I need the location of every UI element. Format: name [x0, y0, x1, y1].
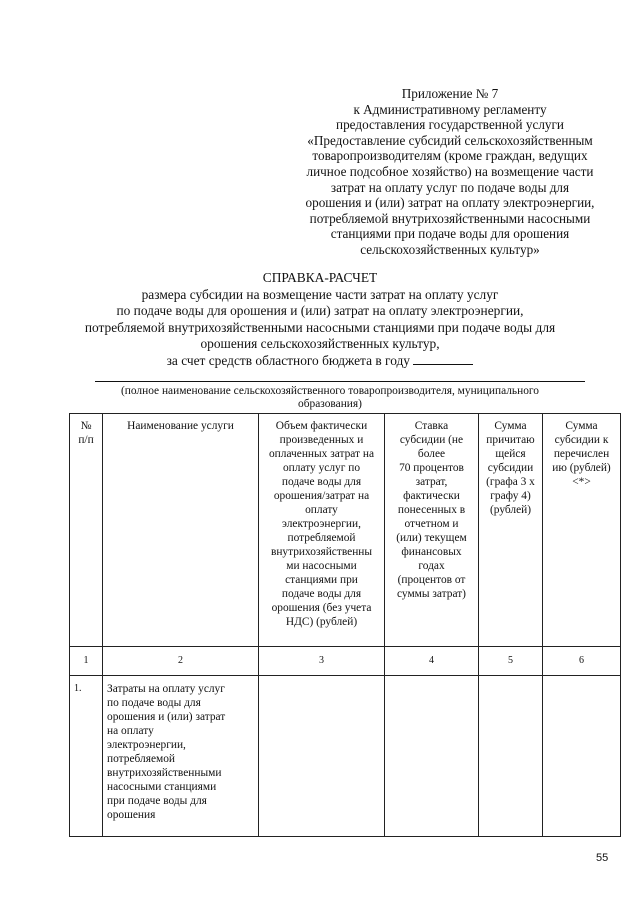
appendix-header: [272, 86, 628, 258]
header-line: станциями при: [285, 574, 358, 586]
row-name-line: насосными станциями: [107, 781, 217, 793]
header-line: произведенных и: [279, 434, 364, 446]
header-line: суммы затрат): [397, 588, 466, 600]
appendix-line: орошения и (или) затрат на оплату электроэнергии,: [305, 195, 595, 211]
header-transfer-sum: [543, 414, 620, 493]
header-line: оплату: [305, 504, 338, 516]
header-volume: [259, 414, 384, 633]
appendix-line: потребляемой внутрихозяйственными насосными: [309, 210, 591, 226]
header-line: Сумма: [494, 420, 527, 432]
row-name-line: орошения: [107, 809, 156, 821]
row-volume-cell[interactable]: [259, 676, 385, 837]
header-line: Объем фактически: [275, 420, 368, 432]
header-line: (рублей): [489, 504, 532, 516]
header-line: №: [80, 420, 92, 432]
header-line: Ставка: [414, 420, 449, 432]
header-due-sum: [479, 414, 542, 521]
column-number: 3: [259, 647, 385, 676]
header-line: понесенных в: [397, 504, 466, 516]
header-service-name: [103, 414, 258, 437]
header-line: перечислен: [553, 448, 610, 460]
header-volume-cell: [259, 414, 385, 647]
table-row: [70, 676, 621, 837]
caption-line: (полное наименование сельскохозяйственного товаропроизводителя, муниципального: [121, 385, 539, 397]
appendix-line: сельскохозяйственных культур»: [360, 241, 540, 257]
header-line: ми насосными: [286, 560, 357, 572]
appendix-line: «Предоставление субсидий сельскохозяйственным: [307, 132, 593, 148]
row-name-line: по подаче воды для: [107, 697, 201, 709]
header-line: финансовых: [401, 546, 462, 558]
header-line: (или) текущем: [396, 532, 467, 544]
column-number: 6: [543, 647, 621, 676]
appendix-line: товаропроизводителям (кроме граждан, ведущих: [312, 148, 588, 164]
header-line: внутрихозяйственны: [270, 546, 373, 558]
appendix-line: к Административному регламенту: [353, 101, 547, 117]
header-line: орошения (без учета: [271, 602, 372, 614]
header-number: [70, 414, 102, 451]
header-line: затрат,: [415, 476, 448, 488]
row-name-line: при подаче воды для: [107, 795, 207, 807]
header-number-cell: [70, 414, 103, 647]
caption-line: образования): [298, 398, 362, 410]
column-number: 1: [70, 647, 103, 676]
row-name-line: внутрихозяйственными: [107, 767, 222, 779]
header-line: ию (рублей): [552, 462, 611, 474]
column-number: 5: [479, 647, 543, 676]
row-name-line: Затраты на оплату услуг: [107, 683, 225, 695]
title-line: размера субсидии на возмещение части затрат на оплату услуг: [141, 286, 499, 302]
title-line: по подаче воды для орошения и (или) затрат на оплату электроэнергии,: [116, 303, 524, 318]
row-number: 1.: [74, 683, 82, 694]
header-rate-cell: [385, 414, 479, 647]
row-name-cell: [103, 676, 259, 837]
row-name-line: электроэнергии,: [107, 739, 186, 751]
row-transfer-sum-cell[interactable]: [543, 676, 621, 837]
header-service-name-cell: [103, 414, 259, 647]
column-number: 4: [385, 647, 479, 676]
header-due-sum-cell: [479, 414, 543, 647]
row-name-line: потребляемой: [107, 753, 175, 765]
header-line: годах: [418, 560, 445, 572]
header-line: орошения/затрат на: [273, 490, 370, 502]
title-line: потребляемой внутрихозяйственными насосными станциями при подаче воды для: [84, 319, 556, 335]
header-line: субсидии: [487, 462, 534, 474]
appendix-line: станциями при подаче воды для орошения: [330, 226, 570, 242]
row-number-cell: [70, 676, 103, 837]
title-subtitle: [0, 287, 640, 353]
producer-name-line: [95, 381, 585, 382]
document-title-block: [0, 270, 640, 369]
title-line: орошения сельскохозяйственных культур,: [200, 336, 440, 351]
header-line: подаче воды для: [281, 476, 362, 488]
document-title: СПРАВКА-РАСЧЕТ: [262, 270, 378, 285]
row-name-line: орошения и (или) затрат: [107, 711, 226, 723]
appendix-line: предоставления государственной услуги: [336, 117, 564, 133]
header-line: электроэнергии,: [282, 518, 361, 530]
page-number: 55: [596, 852, 609, 864]
year-blank-field: [413, 353, 473, 365]
appendix-line: Приложение № 7: [401, 86, 499, 101]
header-line: причитаю: [486, 434, 535, 446]
calculation-table: [69, 413, 621, 837]
header-line: более: [417, 448, 446, 460]
header-line: (процентов от: [397, 574, 466, 586]
header-line: 70 процентов: [399, 462, 464, 474]
year-line-text: за счет средств областного бюджета в году: [166, 352, 411, 368]
header-line: оплаченных затрат на: [268, 448, 375, 460]
header-line: фактически: [403, 490, 460, 502]
header-line: НДС) (рублей): [285, 616, 358, 628]
row-due-sum-cell[interactable]: [479, 676, 543, 837]
row-name: [103, 676, 258, 824]
appendix-line: личное подсобное хозяйство) на возмещение части: [306, 163, 594, 179]
header-line: графу 4): [490, 490, 531, 502]
header-line: щейся: [495, 448, 526, 460]
year-line: [0, 353, 640, 370]
header-line: оплату услуг по: [282, 462, 361, 474]
header-line: потребляемой: [287, 532, 356, 544]
header-line: <*>: [572, 476, 591, 488]
table-header-row: [70, 414, 621, 647]
column-number: 2: [103, 647, 259, 676]
producer-name-caption: [80, 385, 580, 411]
header-line: отчетном и: [404, 518, 459, 530]
header-line: Наименование услуги: [127, 420, 234, 432]
header-line: субсидии (не: [399, 434, 464, 446]
appendix-line: затрат на оплату услуг по подаче воды для: [330, 179, 570, 195]
row-rate-cell[interactable]: [385, 676, 479, 837]
row-name-line: на оплату: [107, 725, 154, 737]
header-line: (графа 3 х: [486, 476, 535, 488]
column-number-row: [70, 647, 621, 676]
header-line: субсидии к: [554, 434, 609, 446]
header-transfer-sum-cell: [543, 414, 621, 647]
header-line: подаче воды для: [281, 588, 362, 600]
header-rate: [385, 414, 478, 605]
header-line: Сумма: [565, 420, 598, 432]
header-line: п/п: [78, 434, 94, 446]
